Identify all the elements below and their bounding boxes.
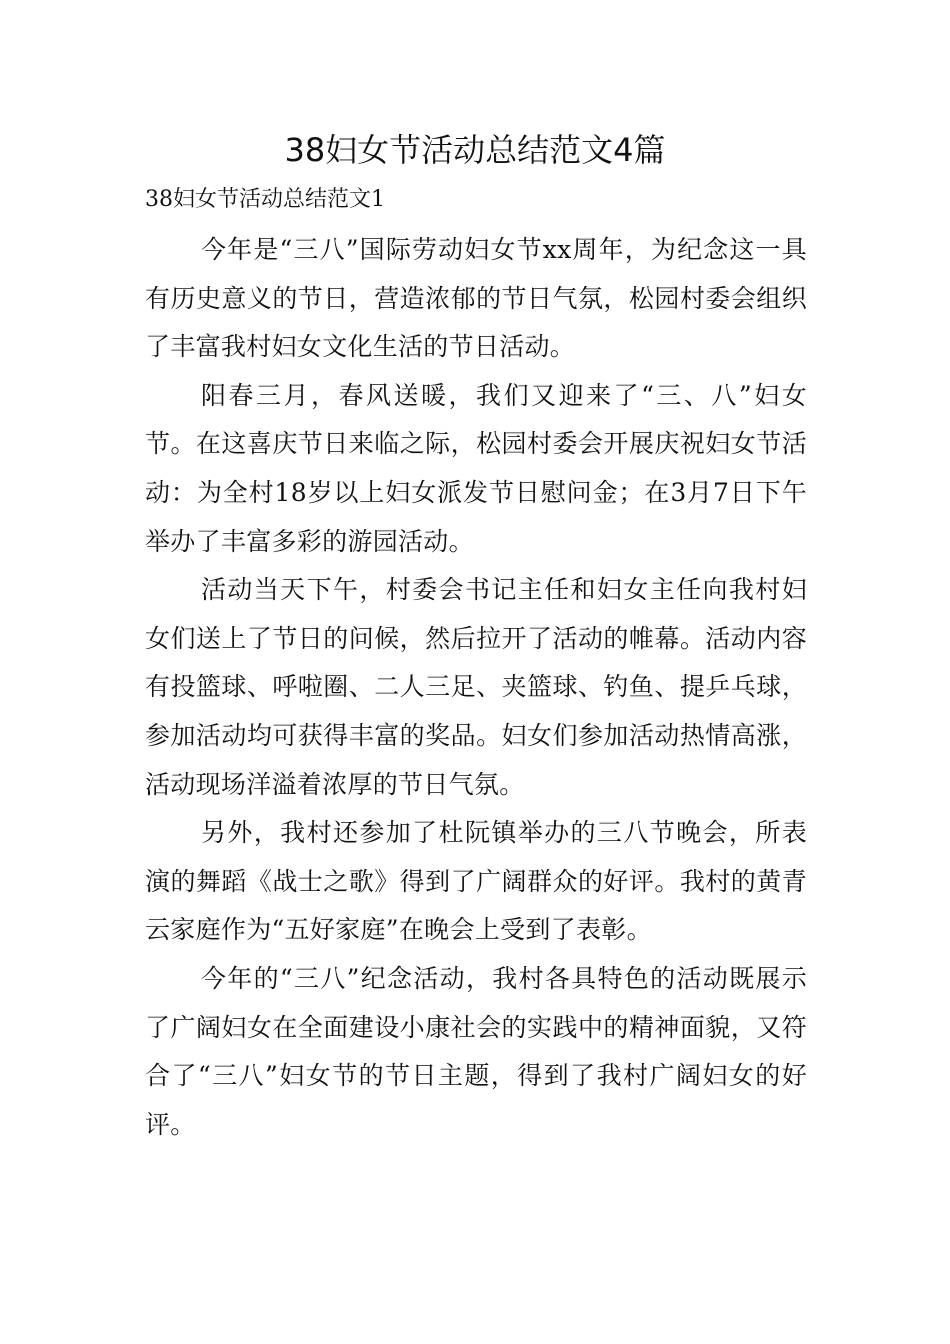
section-subtitle: 38妇女节活动总结范文1 (145, 187, 385, 212)
paragraph-4: 另外，我村还参加了杜阮镇举办的三八节晚会，所表演的舞蹈《战士之歌》得到了广阔群众的好评。我村的黄青云家庭作为“五好家庭”在晚会上受到了表彰。 (145, 818, 807, 945)
paragraph-2: 阳春三月，春风送暖，我们又迎来了“三、八”妇女节。在这喜庆节日来临之际，松园村委会开展庆祝妇女节活动：为全村18岁以上妇女派发节日慰问金；在3月7日下午举办了丰富多彩的游园活动。 (145, 380, 807, 556)
paragraph-1: 今年是“三八”国际劳动妇女节xx周年，为纪念这一具有历史意义的节日，营造浓郁的节日气氛，松园村委会组织了丰富我村妇女文化生活的节日活动。 (145, 235, 807, 362)
document-title: 38妇女节活动总结范文4篇 (284, 131, 666, 169)
paragraph-5: 今年的“三八”纪念活动，我村各具特色的活动既展示了广阔妇女在全面建设小康社会的实践中的精神面貌，又符合了“三八”妇女节的节日主题，得到了我村广阔妇女的好评。 (145, 963, 807, 1139)
paragraph-3: 活动当天下午，村委会书记主任和妇女主任向我村妇女们送上了节日的问候，然后拉开了活动的帷幕。活动内容有投篮球、呼啦圈、二人三足、夹篮球、钓鱼、提乒乓球，参加活动均可获得丰富的奖品。妇女们参加活动热情高涨，活动现场洋溢着浓厚的节日气氛。 (145, 575, 807, 799)
document-body (145, 226, 807, 1149)
